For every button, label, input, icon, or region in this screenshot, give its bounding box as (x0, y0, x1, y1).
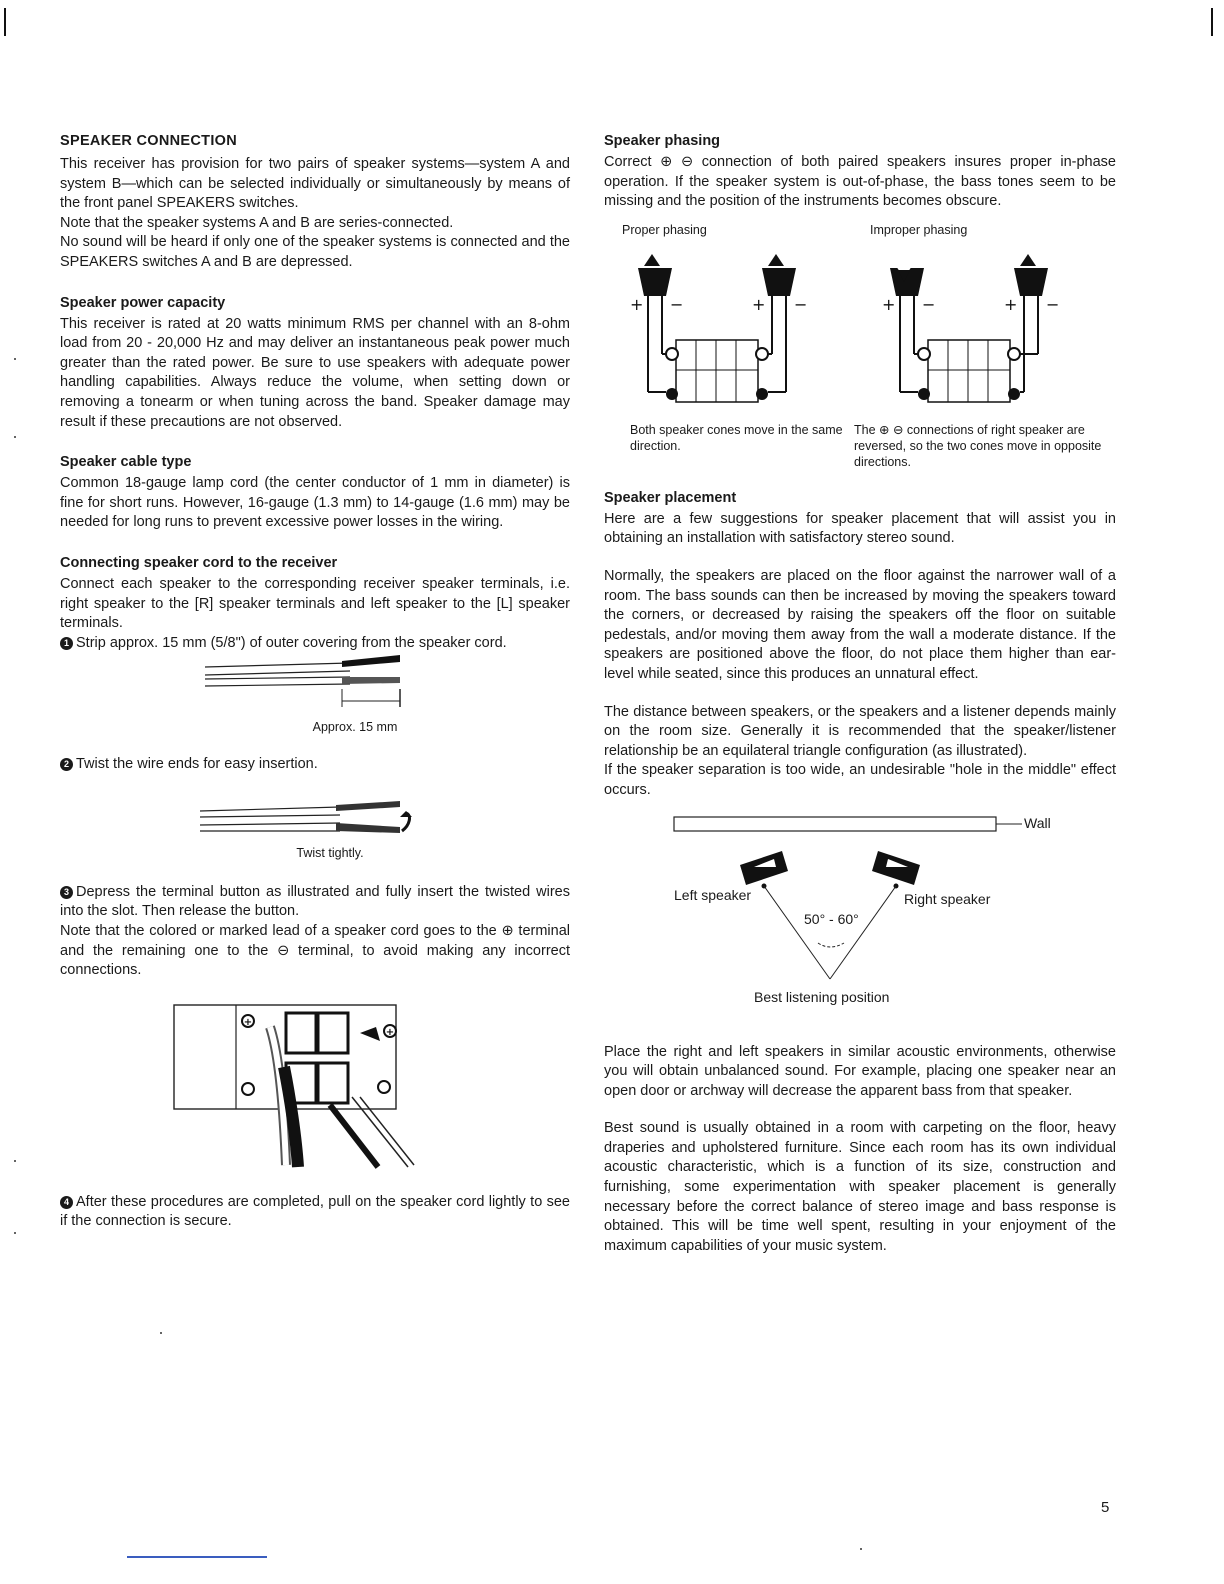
step-text: Strip approx. 15 mm (5/8") of outer covering from the speaker cord. (76, 634, 507, 651)
scan-speck (14, 1160, 16, 1162)
minus-sign: − (922, 294, 936, 314)
connect-section (60, 555, 570, 1232)
step-1 (60, 634, 570, 654)
step-3 (60, 883, 570, 922)
left-column (60, 133, 570, 1232)
scan-edge-left (4, 8, 6, 36)
twisted-cord-figure (60, 785, 570, 847)
plus-sign: + (752, 294, 766, 314)
placement-room: Best sound is usually obtained in a room with carpeting on the floor, heavy draperies and upholstered furniture. Since each room has its own individual acoustic characteristic, which is a function of its size, construction and furnishing, some experimentation with speaker placement is generally necessary before the correct balance of stereo image and bass response is obtained. This will be time well spent, resulting in your enjoyment of the maximum capabilities of your music system. (604, 1120, 1116, 1254)
plus-sign: + (882, 294, 896, 314)
plus-sign: + (1004, 294, 1018, 314)
figure-1-caption: Approx. 15 mm (312, 720, 398, 735)
step-2 (60, 755, 570, 775)
step-3-note: Note that the colored or marked lead of a speaker cord goes to the ⊕ terminal and the remaining one to the ⊖ terminal, to avoid making any incorrect connections. (60, 923, 570, 979)
minus-sign: − (794, 294, 808, 314)
section-title: SPEAKER CONNECTION (60, 133, 237, 149)
power-text: This receiver is rated at 20 watts minimum RMS per channel with an 8-ohm load from 20 - 20,000 Hz and may deliver an instantaneous peak power much greater than the rated power. Be sure to use speakers with adequate power handling capabilities. Always reduce the volume, when setting down or removing a tonearm or when tuning across the band. Speaker damage may result if these precautions are not observed. (60, 315, 570, 430)
terminal-insertion-figure (60, 997, 570, 1177)
placement-diagram (604, 811, 1116, 1021)
placement-floor: Normally, the speakers are placed on the floor against the narrower wall of a room. The bass sounds can then be increased by moving the speakers toward the corners, or decreased by raising the speakers off the floor on suitable pedestals, and/or moving them away from the wall a moderate distance. If the speakers are positioned above the floor, do not place them higher than ear-level while seated, since this produces an unnatural effect. (604, 567, 1116, 682)
cable-section (60, 454, 570, 533)
improper-phasing-label: Improper phasing (870, 222, 968, 237)
phasing-text: Correct ⊕ ⊖ connection of both paired speakers insures proper in-phase operation. If the speaker system is out-of-phase, the bass tones seem to be missing and the position of the instruments becomes obscure. (604, 154, 1116, 210)
step-text: Twist the wire ends for easy insertion. (76, 756, 318, 773)
phasing-heading: Speaker phasing (604, 133, 721, 149)
right-column (604, 133, 1116, 1256)
step-number: 2 (60, 758, 73, 771)
scan-speck (14, 436, 16, 438)
minus-sign: − (1046, 294, 1060, 314)
placement-distance: The distance between speakers, or the speakers and a listener depends mainly on the room size. Generally it is recommended that the speaker/listener relationship be an equilateral triangle configuration (as illustrated). (604, 703, 1116, 759)
placement-separation: If the speaker separation is too wide, an undesirable "hole in the middle" effect occurs. (604, 762, 1116, 798)
proper-phasing-label: Proper phasing (622, 222, 707, 237)
intro-paragraph: This receiver has provision for two pairs of speaker systems—system A and system B—which can be selected individually or simultaneously by means of the front panel SPEAKERS switches. (60, 156, 570, 212)
placement-environment: Place the right and left speakers in similar acoustic environments, otherwise you will obtain unbalanced sound. For example, placing one speaker near an open door or archway will decrease the apparent bass from that speaker. (604, 1043, 1116, 1099)
figure-2-caption: Twist tightly. (296, 845, 364, 860)
step-number: 1 (60, 637, 73, 650)
power-section (60, 295, 570, 433)
connect-heading: Connecting speaker cord to the receiver (60, 554, 338, 571)
scan-speck (160, 1332, 162, 1334)
scan-edge-right (1211, 8, 1213, 36)
angle-label: 50° - 60° (804, 910, 859, 927)
intro-note: Note that the speaker systems A and B are series-connected. (60, 214, 454, 231)
page-number: 5 (1101, 1499, 1110, 1516)
intro-warning: No sound will be heard if only one of the speaker systems is connected and the SPEAKERS switches A and B are depressed. (60, 234, 570, 270)
connect-text: Connect each speaker to the corresponding receiver speaker terminals, i.e. right speaker to the [R] speaker terminals and left speaker to the [L] speaker terminals. (60, 575, 570, 632)
cable-text: Common 18-gauge lamp cord (the center conductor of 1 mm in diameter) is fine for short runs. However, 16-gauge (1.3 mm) to 14-gauge (1.6 mm) may be needed for long runs to prevent excessive power losses in the wiring. (60, 475, 570, 531)
wall-label: Wall (1024, 814, 1051, 831)
svg-text:+: + (243, 1016, 253, 1028)
scan-speck (14, 358, 16, 360)
cable-heading: Speaker cable type (60, 454, 192, 471)
step-number: 3 (60, 886, 73, 899)
right-speaker-label: Right speaker (904, 890, 991, 907)
phasing-captions (604, 422, 1116, 478)
plus-sign: + (630, 294, 644, 314)
proper-phasing-caption: Both speaker cones move in the same direction. (630, 422, 843, 453)
scan-speck (14, 1232, 16, 1234)
step-number: 4 (60, 1196, 73, 1209)
svg-text:+: + (385, 1026, 395, 1038)
step-text: After these procedures are completed, pull on the speaker cord lightly to see if the connection is secure. (60, 1193, 570, 1230)
step-4 (60, 1193, 570, 1232)
footer-rule (127, 1556, 267, 1558)
left-speaker-label: Left speaker (674, 886, 752, 903)
phasing-section (604, 133, 1116, 478)
placement-section (604, 490, 1116, 1257)
scan-speck (860, 1548, 862, 1550)
listening-position-label: Best listening position (754, 988, 890, 1005)
phasing-diagram (604, 222, 1116, 422)
placement-heading: Speaker placement (604, 489, 737, 506)
step-text: Depress the terminal button as illustrated and fully insert the twisted wires into the slot. Then release the button. (60, 883, 570, 920)
minus-sign: − (670, 294, 684, 314)
proper-phasing-diagram (624, 244, 854, 424)
improper-phasing-caption: The ⊕ ⊖ connections of right speaker are reversed, so the two cones move in opposite directions. (854, 422, 1102, 469)
power-heading: Speaker power capacity (60, 294, 226, 311)
placement-intro: Here are a few suggestions for speaker placement that will assist you in obtaining an installation with satisfactory stereo sound. (604, 510, 1116, 547)
improper-phasing-diagram (876, 244, 1106, 424)
stripped-cord-figure (60, 653, 570, 723)
